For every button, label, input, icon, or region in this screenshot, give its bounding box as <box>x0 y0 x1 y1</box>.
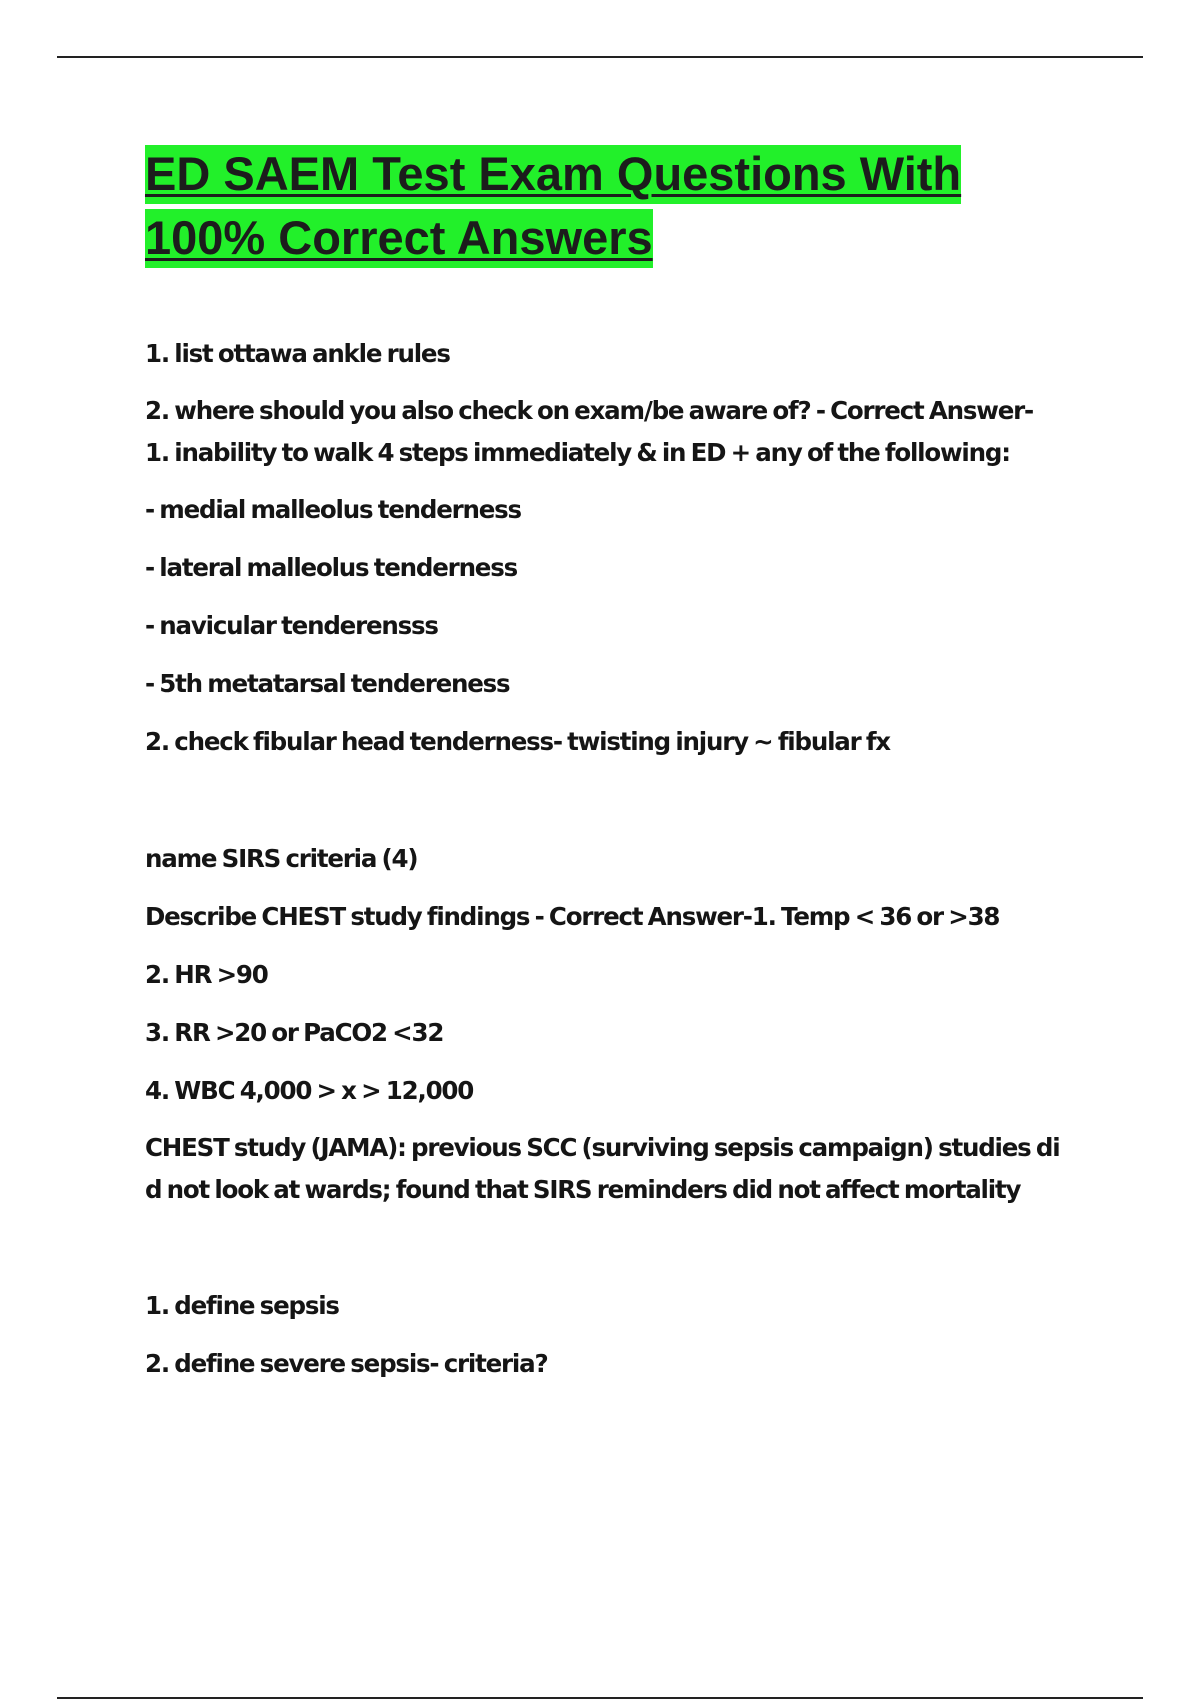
section-gap <box>145 1225 1105 1284</box>
answer-line: 3. RR >20 or PaCO2 <32 <box>145 1018 444 1047</box>
answer-line: - medial malleolus tenderness <box>145 495 521 524</box>
bottom-rule <box>57 1697 1143 1699</box>
title-line-2: 100% Correct Answers <box>145 209 653 268</box>
question-line: Describe CHEST study findings - Correct Answer-1. Temp < 36 or >38 <box>145 902 1000 931</box>
section-gap <box>145 778 1105 837</box>
answer-line: 2. check fibular head tenderness- twisting injury ~ fibular fx <box>145 727 890 756</box>
answer-line: - navicular tenderensss <box>145 611 438 640</box>
answer-line: d not look at wards; found that SIRS reminders did not affect mortality <box>145 1175 1021 1204</box>
question-line: name SIRS criteria (4) <box>145 844 418 873</box>
answer-line: 2. HR >90 <box>145 960 268 989</box>
question-answer-block <box>145 390 1105 474</box>
question-line: 2. define severe sepsis- criteria? <box>145 1349 548 1378</box>
document-body <box>145 332 1105 1400</box>
top-rule <box>57 56 1143 58</box>
question-line: 2. where should you also check on exam/be aware of? - Correct Answer- <box>145 396 1033 425</box>
answer-line: - 5th metatarsal tendereness <box>145 669 510 698</box>
question-line: 1. define sepsis <box>145 1291 339 1320</box>
answer-line: CHEST study (JAMA): previous SCC (surviving sepsis campaign) studies di <box>145 1133 1060 1162</box>
answer-line: 4. WBC 4,000 > x > 12,000 <box>145 1076 474 1105</box>
answer-line: - lateral malleolus tenderness <box>145 553 517 582</box>
answer-line: 1. inability to walk 4 steps immediately & in ED + any of the following: <box>145 438 1010 467</box>
answer-block <box>145 1127 1105 1211</box>
question-line: 1. list ottawa ankle rules <box>145 339 450 368</box>
document-title <box>145 142 1045 270</box>
title-line-1: ED SAEM Test Exam Questions With <box>145 145 961 204</box>
